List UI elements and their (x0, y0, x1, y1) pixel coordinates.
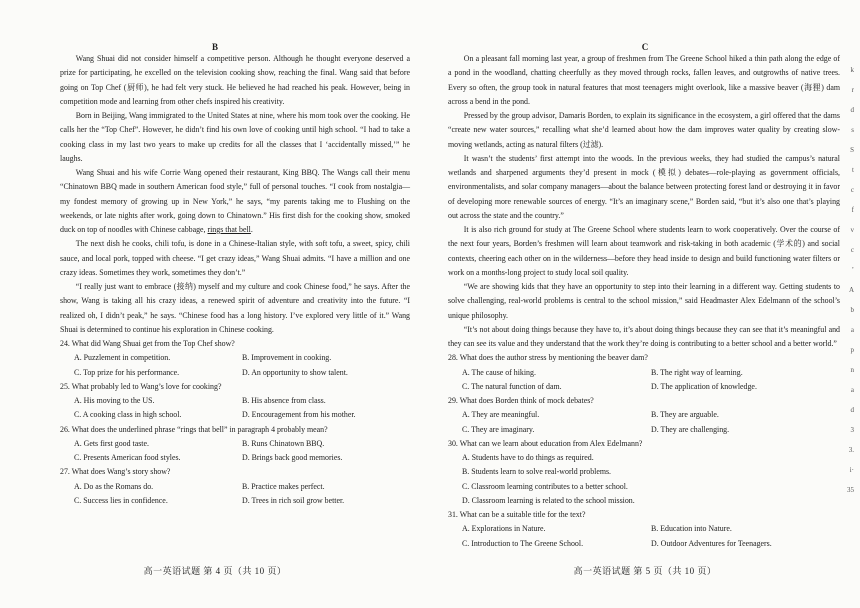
question-stem: 29. What does Borden think of mock debates? (448, 396, 594, 405)
paragraph-text: Wang Shuai and his wife Corrie Wang opened their restaurant, King BBQ. The Wangs call their menu “Chinatown BBQ made in southern American food style,” full of personal touches. “I cook from nostalgia—my fondest memory of growing up in New York,” he says, “my parents taking me to Flushing on the weekends, or late nights after work, going down to Chinatown.” His first dish for the cooking show, smoked duck on top of noodles with Chinese cabbage, (60, 168, 410, 234)
section-title-c: C (641, 42, 649, 52)
margin-fragment: d (850, 406, 854, 414)
margin-fragment: 3. (848, 446, 854, 454)
answer-option: B. The right way of learning. (651, 367, 743, 377)
margin-fragment: a (850, 326, 854, 334)
paragraph-text: . (250, 225, 253, 234)
margin-fragment: f (851, 206, 854, 214)
answer-option: A. Puzzlement in competition. (74, 353, 171, 363)
question-stem: 24. What did Wang Shuai get from the Top Chef show? (60, 339, 235, 348)
answer-options (60, 437, 410, 466)
margin-fragment: 35 (847, 486, 854, 494)
answer-option: B. His absence from class. (242, 396, 326, 405)
margin-fragment: s (851, 126, 854, 134)
question-stem: 28. What does the author stress by mentioning the beaver dam? (448, 353, 648, 363)
section-title-b: B (211, 42, 218, 52)
page-footer: 高一英语试题 第 5 页（共 10 页） (573, 566, 717, 576)
cut-off-margin-text (842, 60, 854, 500)
answer-option: C. Introduction to The Greene School. (462, 538, 584, 548)
answer-option: C. Classroom learning contributes to a better school. (462, 481, 628, 491)
answer-option: D. Trees in rich soil grow better. (242, 495, 345, 505)
answer-option: B. Runs Chinatown BBQ. (242, 438, 325, 448)
answer-option: C. The natural function of dam. (462, 381, 562, 391)
question-list (60, 337, 410, 508)
answer-option: A. They are meaningful. (462, 410, 540, 420)
margin-fragment: v (850, 226, 854, 234)
answer-option: A. Gets first good taste. (74, 438, 149, 448)
answer-option: A. Explorations in Nature. (462, 524, 546, 534)
passage-c (448, 52, 840, 551)
margin-fragment: k (850, 66, 854, 74)
answer-option: C. Presents American food styles. (74, 453, 181, 462)
answer-option: D. An opportunity to show talent. (242, 367, 348, 377)
answer-option: B. Education into Nature. (651, 524, 732, 534)
answer-option: A. Students have to do things as required. (462, 453, 594, 462)
margin-fragment: p (850, 346, 854, 354)
paragraph: The next dish he cooks, chili tofu, is done in a Chinese-Italian style, with soft tofu, a sweet, spicy, chili sauce, and local pork, topped with cheese. “I get crazy ideas,” Wang Shuai admits. “I have a million and one crazy ideas. Sometimes they work, sometimes they don’t.” (60, 239, 410, 277)
margin-fragment: d (850, 106, 854, 114)
margin-fragment: t (852, 166, 854, 174)
margin-fragment: S (850, 146, 854, 154)
page-5 (430, 0, 860, 608)
answer-option: D. Classroom learning is related to the school mission. (462, 495, 635, 505)
answer-option: A. His moving to the US. (74, 396, 155, 405)
answer-options (448, 522, 840, 551)
answer-options (448, 408, 840, 437)
question-stem: 31. What can be a suitable title for the text? (448, 510, 586, 519)
answer-option: B. They are arguable. (651, 410, 719, 420)
paragraph: It is also rich ground for study at The Greene School where students learn to work cooperatively. Over the course of the next four years, Borden’s freshmen will learn about teamwork and risk-taking in both academic (学术的) and social contexts, cheering each other on in the wilderness—before they head inside to design and build functioning water filters or work on a months-long project to study local soil quality. (448, 225, 840, 277)
answer-option: D. Outdoor Adventures for Teenagers. (651, 538, 772, 548)
margin-fragment: i· (849, 466, 854, 474)
margin-fragment: c (850, 186, 854, 194)
margin-fragment: r (851, 86, 854, 94)
answer-option: C. Top prize for his performance. (74, 367, 180, 377)
paragraph: “I really just want to embrace (接纳) myself and my culture and cook Chinese food,” he says. After the show, Wang is taking all his crazy ideas, a renewed spirit of adventure and creativity into the future. “I realized oh, I didn’t peak,” he says. “Chinese food has a long history. I’ve explored very little of it.” Wang Shuai is determined to continue his exploration in Chinese cooking. (60, 282, 410, 334)
answer-option: C. A cooking class in high school. (74, 410, 182, 420)
question-stem: 26. What does the underlined phrase “rings that bell” in paragraph 4 probably mean? (60, 424, 328, 434)
paragraph: Born in Beijing, Wang immigrated to the United States at nine, where his mom took over the cooking. He calls her the “Top Chef”. However, he didn’t find his own love of cooking until high school. “I had to take a cooking class in my last two years to make up credits for all the classes that I ‘accidentally missed,’” he laughs. (60, 111, 410, 163)
paragraph: On a pleasant fall morning last year, a group of freshmen from The Greene School hiked a thin path along the edge of a pond in the woodland, chatting cheerfully as they moved through rocks, fallen leaves, and outgrowths of native trees. Every so often, the group took in natural features that most teenagers might overlook, like a massive beaver (海狸) dam across a bend in the pond. (448, 54, 840, 106)
paragraph: Wang Shuai did not consider himself a competitive person. Although he thought everyone deserved a prize for participating, he excelled on the television cooking show, reaching the final. Wang said that before going on Top Chef (厨师), he had felt very stuck. He believed he had reached his peak. However, being in competition mode and learning from other chefs inspired his creativity. (60, 54, 410, 106)
answer-options (448, 366, 840, 395)
answer-option: B. Students learn to solve real-world problems. (462, 467, 612, 477)
answer-option: D. The application of knowledge. (651, 381, 757, 391)
margin-fragment: n (850, 366, 854, 374)
paragraph: Pressed by the group advisor, Damaris Borden, to explain its significance in the ecosystem, a girl offered that the dams “create new water sources,” recalling what she’d learned about how the dam improves water quality by creating slow-moving wetlands, acting as natural filters (过滤). (448, 111, 840, 149)
answer-option: B. Improvement in cooking. (242, 353, 332, 363)
answer-option: A. Do as the Romans do. (74, 481, 154, 491)
answer-option: D. They are challenging. (651, 424, 730, 434)
paragraph: It wasn’t the students’ first attempt into the woods. In the previous weeks, they had studied the campus’s natural wetlands and sharpened arguments they’d present in mock (模拟) debates—role-playing as government officials, environmentalists, and solar company managers—about the balance between protecting forest land or destroying it in favor of developing more renewable sources of energy. “It’s an imaginary scene,” Borden said, “but it’s also one that’s playing out across the state and the country.” (448, 153, 840, 220)
answer-option: A. The cause of hiking. (462, 367, 536, 377)
paragraph (60, 166, 410, 237)
margin-fragment: c (850, 246, 854, 254)
answer-option: C. They are imaginary. (462, 424, 535, 434)
margin-fragment: b (850, 306, 854, 314)
question-list (448, 351, 840, 551)
answer-option: D. Brings back good memories. (242, 453, 343, 462)
answer-option: B. Practice makes perfect. (242, 481, 325, 491)
margin-fragment: 3 (850, 426, 854, 434)
page-footer: 高一英语试题 第 4 页（共 10 页） (143, 566, 287, 576)
answer-options (60, 394, 410, 423)
question-stem: 30. What can we learn about education from Alex Edelmann? (448, 438, 643, 448)
paragraph: “It’s not about doing things because they have to, it’s about doing things because they can see that it’s meaningful and they can see its value and they understand that the work they’re doing is contributing to a better school and a better world.” (448, 324, 840, 348)
answer-option: C. Success lies in confidence. (74, 495, 168, 505)
answer-options (448, 451, 840, 508)
question-stem: 27. What does Wang’s story show? (60, 467, 171, 477)
underlined-phrase: rings that bell (207, 225, 251, 234)
answer-option: D. Encouragement from his mother. (242, 410, 356, 420)
answer-options (60, 480, 410, 509)
paragraph: “We are showing kids that they have an opportunity to step into their learning in a different way. Getting students to solve challenging, real-world problems is central to the school mission,” said Headmaster Alex Edelmann of the school’s unique philosophy. (448, 282, 840, 320)
answer-options (60, 351, 410, 380)
question-stem: 25. What probably led to Wang’s love for cooking? (60, 381, 222, 391)
margin-fragment: ’ (851, 266, 854, 274)
margin-fragment: A (848, 286, 854, 294)
passage-b (60, 52, 410, 508)
margin-fragment: a (850, 386, 854, 394)
